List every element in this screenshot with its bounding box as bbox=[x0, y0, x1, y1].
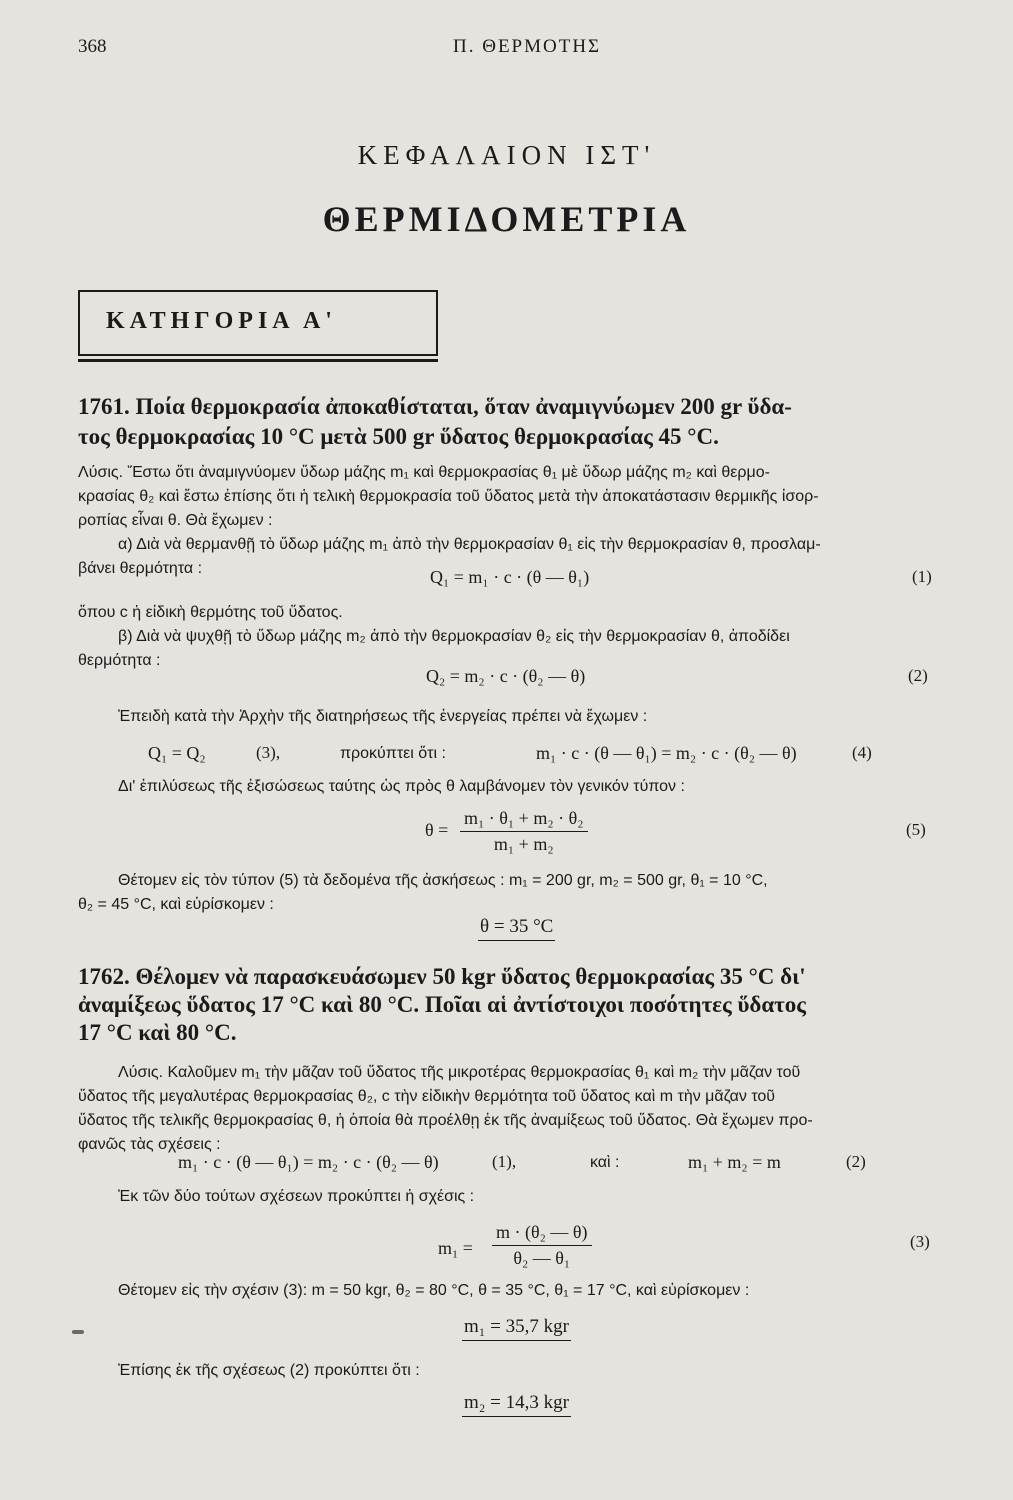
equation-1761-2-number: (2) bbox=[908, 666, 928, 685]
ink-smudge bbox=[72, 1330, 84, 1334]
equation-1761-4: m₁ · c · (θ — θ₁) = m₂ · c · (θ₂ — θ) bbox=[536, 743, 797, 763]
solution-1761-line-3: ροπίας εἶναι θ. Θὰ ἔχωμεν : bbox=[78, 512, 273, 529]
equation-1762-3-number: (3) bbox=[910, 1232, 930, 1251]
equation-1762-3-lhs: m₁ = bbox=[438, 1238, 473, 1258]
equation-1761-5-numerator: m₁ · θ₁ + m₂ · θ₂ bbox=[460, 808, 588, 832]
also-relation-line: Ἐπίσης ἐκ τῆς σχέσεως (2) προκύπτει ὅτι : bbox=[118, 1362, 420, 1379]
results-word: προκύπτει ὅτι : bbox=[340, 745, 446, 762]
solution-1762-line-1: Λύσις. Καλοῦμεν m₁ τὴν μᾶζαν τοῦ ὕδατος τῆς μικροτέρας θερμοκρασίας θ₁ καὶ m₂ τὴν μᾶζαν τοῦ bbox=[118, 1064, 801, 1081]
equation-1762-2: m₁ + m₂ = m bbox=[688, 1152, 781, 1172]
chapter-title: ΘΕΡΜΙΔΟΜΕΤΡΙΑ bbox=[322, 199, 691, 239]
substitution-1761-line-1: Θέτομεν εἰς τὸν τύπον (5) τὰ δεδομένα τῆς ἀσκήσεως : m₁ = 200 gr, m₂ = 500 gr, θ₁ = 10 °C, bbox=[118, 872, 768, 889]
equation-1762-2-number: (2) bbox=[846, 1152, 866, 1171]
equation-1762-3-denominator: θ₂ — θ₁ bbox=[513, 1248, 571, 1268]
solution-1761-part-a-line-2: βάνει θερμότητα : bbox=[78, 560, 203, 577]
derived-relation-line: Ἐκ τῶν δύο τούτων σχέσεων προκύπτει ἡ σχέσις : bbox=[118, 1188, 475, 1205]
solution-1761-part-b-line-1: β) Διὰ νὰ ψυχθῇ τὸ ὕδωρ μάζης m₂ ἀπὸ τὴν θερμοκρασίαν θ₂ εἰς τὴν θερμοκρασίαν θ, ἀποδίδει bbox=[118, 628, 790, 645]
equation-1762-1-number: (1), bbox=[492, 1152, 517, 1171]
result-1761: θ = 35 °C bbox=[478, 916, 555, 941]
solution-1761-part-a-line-1: α) Διὰ νὰ θερμανθῇ τὸ ὕδωρ μάζης m₁ ἀπὸ τὴν θερμοκρασίαν θ₁ εἰς τὴν θερμοκρασίαν θ, προσλαμ- bbox=[118, 536, 821, 553]
solution-1762-line-2: ὕδατος τῆς μεγαλυτέρας θερμοκρασίας θ₂, c τὴν εἰδικὴν θερμότητα τοῦ ὕδατος καὶ m τὴν μᾶζαν τοῦ bbox=[78, 1088, 776, 1105]
problem-1762-title-line-1: 1762. Θέλομεν νὰ παρασκευάσωμεν 50 kgr ὕδατος θερμοκρασίας 35 °C δι' bbox=[78, 964, 806, 989]
page-number: 368 bbox=[78, 36, 107, 57]
solve-for-theta-line: Δι' ἐπιλύσεως τῆς ἐξισώσεως ταύτης ὡς πρὸς θ λαμβάνομεν τὸν γενικόν τύπον : bbox=[118, 778, 685, 795]
specific-heat-note: ὅπου c ἡ εἰδικὴ θερμότης τοῦ ὕδατος. bbox=[78, 604, 343, 621]
category-label: ΚΑΤΗΓΟΡΙΑ Α' bbox=[106, 308, 337, 334]
solution-1761-line-2: κρασίας θ₂ καὶ ἔστω ἐπίσης ὅτι ἡ τελικὴ θερμοκρασία τοῦ ὕδατος μετὰ τὴν ἀποκατάστασιν θερμικῆς ἰσορ- bbox=[78, 488, 819, 505]
equation-1761-5-number: (5) bbox=[906, 820, 926, 839]
equation-1761-5-fraction bbox=[460, 808, 588, 855]
result-1762-m1: m₁ = 35,7 kgr bbox=[462, 1316, 571, 1341]
energy-conservation-line: Ἐπειδὴ κατὰ τὴν Ἀρχὴν τῆς διατηρήσεως τῆς ἐνεργείας πρέπει νὰ ἔχωμεν : bbox=[118, 708, 648, 725]
solution-1762-line-3: ὕδατος τῆς τελικῆς θερμοκρασίας θ, ἡ ὁποία θὰ προέλθῃ ἐκ τῆς ἀναμίξεως τοῦ ὕδατος. Θὰ ἔχωμεν προ- bbox=[78, 1112, 813, 1129]
equation-1761-5-denominator: m₁ + m₂ bbox=[493, 834, 554, 854]
solution-1762-line-4: φανῶς τὰς σχέσεις : bbox=[78, 1136, 221, 1153]
and-word: καὶ : bbox=[590, 1154, 620, 1171]
equation-1761-4-number: (4) bbox=[852, 743, 872, 762]
category-box bbox=[78, 290, 438, 356]
running-title: Π. ΘΕΡΜΟΤΗΣ bbox=[453, 36, 602, 57]
problem-1761-title-line-2: τος θερμοκρασίας 10 °C μετὰ 500 gr ὕδατος θερμοκρασίας 45 °C. bbox=[78, 424, 719, 449]
problem-1762-title-line-2: ἀναμίξεως ὕδατος 17 °C καὶ 80 °C. Ποῖαι αἱ ἀντίστοιχοι ποσότητες ὕδατος bbox=[78, 992, 806, 1017]
equation-1761-1-number: (1) bbox=[912, 567, 932, 586]
substitution-1762-line: Θέτομεν εἰς τὴν σχέσιν (3): m = 50 kgr, θ₂ = 80 °C, θ = 35 °C, θ₁ = 17 °C, καὶ εὑρίσκομεν : bbox=[118, 1282, 750, 1299]
equation-1762-3-fraction bbox=[492, 1222, 592, 1269]
substitution-1761-line-2: θ₂ = 45 °C, καὶ εὑρίσκομεν : bbox=[78, 896, 274, 913]
result-1762-m2: m₂ = 14,3 kgr bbox=[462, 1392, 571, 1417]
chapter-label: ΚΕΦΑΛΑΙΟΝ ΙΣΤ' bbox=[357, 140, 656, 170]
equation-1761-3: Q₁ = Q₂ bbox=[148, 743, 206, 763]
equation-1761-3-number: (3), bbox=[256, 743, 281, 762]
equation-1761-5-lhs: θ = bbox=[425, 820, 449, 840]
equation-1761-1: Q₁ = m₁ · c · (θ — θ₁) bbox=[430, 567, 590, 587]
equation-1761-2: Q₂ = m₂ · c · (θ₂ — θ) bbox=[426, 666, 586, 686]
equation-1762-3-numerator: m · (θ₂ — θ) bbox=[492, 1222, 592, 1246]
solution-1761-line-1: Λύσις. Ἔστω ὅτι ἀναμιγνύομεν ὕδωρ μάζης m₁ καὶ θερμοκρασίας θ₁ μὲ ὕδωρ μάζης m₂ καὶ θερμο- bbox=[78, 464, 770, 481]
solution-1761-part-b-line-2: θερμότητα : bbox=[78, 652, 161, 669]
problem-1761-title-line-1: 1761. Ποία θερμοκρασία ἀποκαθίσταται, ὅταν ἀναμιγνύωμεν 200 gr ὕδα- bbox=[78, 394, 792, 419]
problem-1762-title-line-3: 17 °C καὶ 80 °C. bbox=[78, 1020, 237, 1045]
equation-1762-1: m₁ · c · (θ — θ₁) = m₂ · c · (θ₂ — θ) bbox=[178, 1152, 439, 1172]
